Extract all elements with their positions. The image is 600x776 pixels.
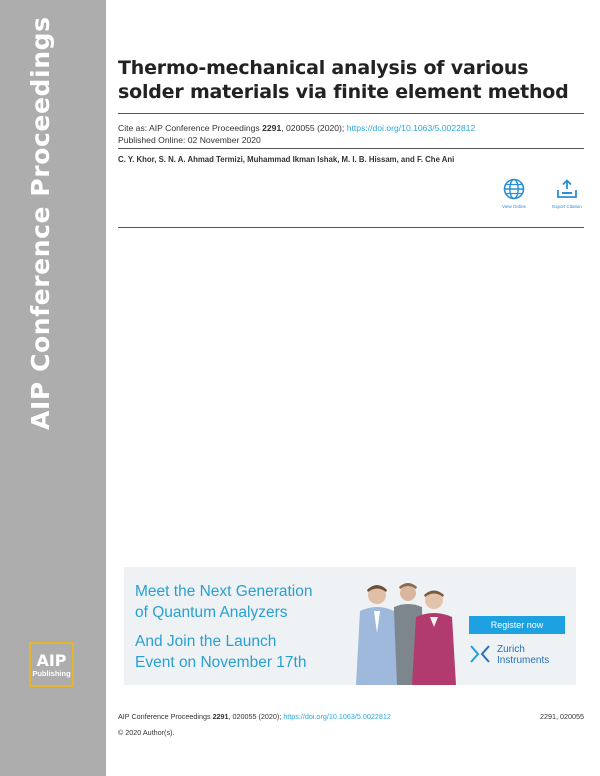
copyright-notice: © 2020 Author(s). [118,728,175,737]
authors-list: C. Y. Khor, S. N. A. Ahmad Termizi, Muhammad Ikman Ishak, M. I. B. Hissam, and F. Che Ani [118,155,455,164]
logo-main-text: AIP [36,651,67,670]
zurich-instruments-icon [469,643,491,665]
footer-doi-link[interactable]: https://doi.org/10.1063/5.0022812 [283,712,391,721]
register-now-button[interactable]: Register now [469,616,565,634]
advertisement-banner[interactable] [124,567,576,685]
aip-publishing-logo[interactable] [29,642,74,687]
ad-line-2: of Quantum Analyzers [135,604,288,621]
footer-prefix: AIP Conference Proceedings [118,712,213,721]
divider-middle [118,148,584,149]
globe-icon [503,178,525,200]
ad-headline [135,581,313,673]
title-line-1: Thermo-mechanical analysis of various [118,57,529,79]
cite-prefix: Cite as: AIP Conference Proceedings [118,123,263,133]
export-citation-label: Export Citation [552,204,582,209]
citation-block [118,122,475,146]
export-icon [555,178,579,200]
zurich-instruments-logo [469,643,569,667]
footer-suffix: , 020055 (2020); [228,712,284,721]
ad-line-1: Meet the Next Generation [135,583,313,600]
divider-bottom [118,227,584,228]
divider-top [118,113,584,114]
view-online-button[interactable] [494,178,534,209]
footer-page-ref: 2291, 020055 [540,712,584,721]
view-online-label: View Online [502,204,526,209]
export-citation-button[interactable] [547,178,587,209]
footer-volume: 2291 [212,712,229,721]
published-date: Published Online: 02 November 2020 [118,135,261,145]
article-title [118,56,578,104]
people-photo [350,573,465,685]
logo-sub-text: Publishing [32,669,71,678]
ad-line-4: Event on November 17th [135,654,307,671]
brand-line-1: Zurich [497,644,525,655]
brand-line-2: Instruments [497,655,550,666]
title-line-2: solder materials via finite element method [118,81,569,103]
doi-link[interactable]: https://doi.org/10.1063/5.0022812 [346,123,476,133]
zurich-instruments-name [497,644,549,666]
cite-volume: 2291 [262,123,282,133]
ad-line-3: And Join the Launch [135,633,277,650]
page-footer [118,712,584,721]
journal-sidebar [0,0,106,776]
cite-suffix: , 020055 (2020); [281,123,347,133]
journal-title: AIP Conference Proceedings [26,16,55,430]
